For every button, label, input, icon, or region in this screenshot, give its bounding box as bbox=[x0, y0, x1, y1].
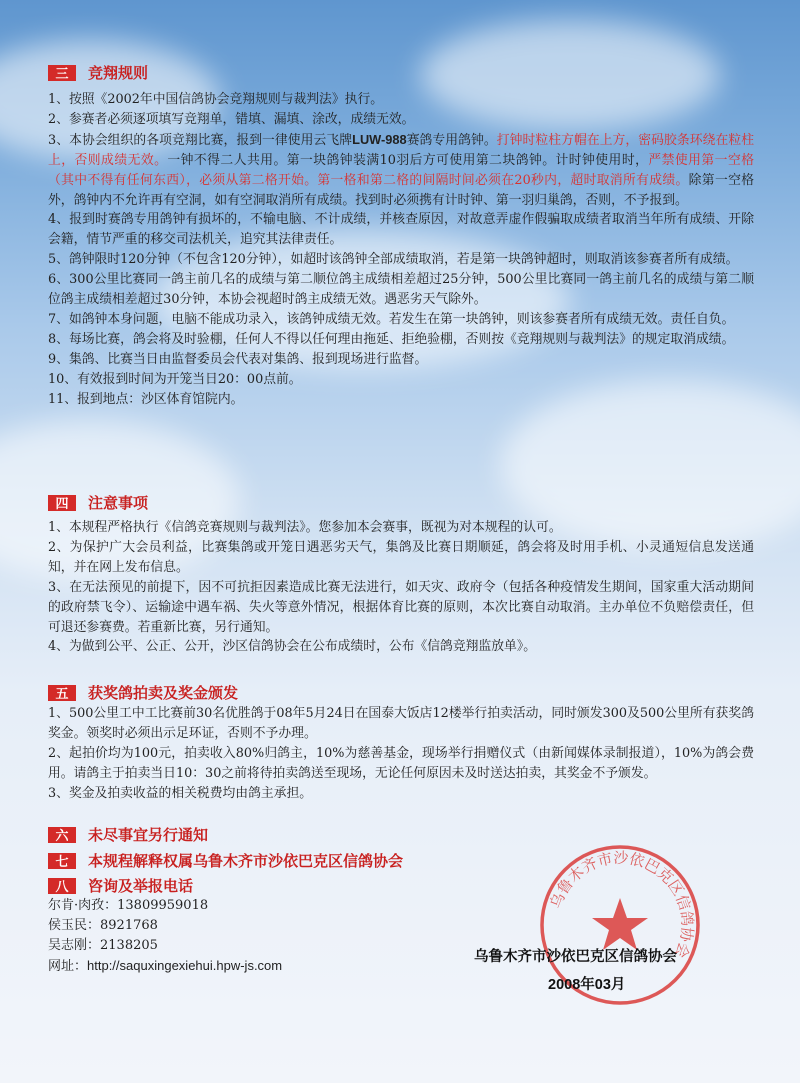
section-5-heading bbox=[48, 682, 238, 703]
section-5-title: 获奖鸽拍卖及奖金颁发 bbox=[88, 685, 239, 702]
section-7-title: 本规程解释权属乌鲁木齐市沙依巴克区信鸽协会 bbox=[88, 853, 404, 870]
section-6-title: 未尽事宜另行通知 bbox=[88, 827, 209, 844]
contact-3: 吴志刚：2138205 bbox=[48, 938, 158, 953]
section-4-heading bbox=[48, 492, 148, 513]
section-4-number: 四 bbox=[48, 495, 76, 511]
section-7-number: 七 bbox=[48, 853, 76, 869]
auction-1: 1、500公里工中工比赛前30名优胜鸽于08年5月24日在国泰大饭店12楼举行拍卖活动，同时颁发300及500公里所有获奖鸽奖金。领奖时必须出示足环证，否则不予办理。 bbox=[48, 706, 754, 741]
section-3-number: 三 bbox=[48, 65, 76, 81]
contact-2: 侯玉民：8921768 bbox=[48, 918, 158, 933]
auction-3: 3、奖金及拍卖收益的相关税费均由鸽主承担。 bbox=[48, 785, 313, 801]
rule-6: 6、300公里比赛同一鸽主前几名的成绩与第二顺位鸽主成绩相差超过25分钟，500公里比赛同一鸽主前几名的成绩与第二顺位鸽主成绩相差超过30分钟，本协会视超时鸽主成绩无效。遇恶劣天气除外。 bbox=[48, 272, 754, 308]
rule-3-warning-1: 打钟时粒柱方帽在上方，密码胶条环绕在粒柱上，否则成绩无效。 bbox=[48, 132, 755, 168]
rule-3-warning-2: 严禁使用第一空格（其中不得有任何东西），必须从第二格开始。第一格和第二格的间隔时间必须在20秒内，超时取消所有成绩。 bbox=[48, 152, 755, 188]
auction-2: 2、起拍价均为100元，拍卖收入80%归鸽主，10%为慈善基金，现场举行捐赠仪式（由新闻媒体录制报道），10%为鸽会费用。请鸽主于拍卖当日10：30之前将待拍卖鸽送至现场，无论任何原因未及时送达拍卖，其奖金不予颁发。 bbox=[48, 745, 754, 781]
rule-3: 3、本协会组织的各项竞翔比赛，报到一律使用云飞牌LUW-988赛鸽专用鸽钟。打钟时粒柱方帽在上方，密码胶条环绕在粒柱上，否则成绩无效。一钟不得二人共用。第一块鸽钟装满10羽后方可使用第二块鸽钟。计时钟使用时，严禁使用第一空格（其中不得有任何东西），必须从第二格开始。第一格和第二格的间隔时间必须在20秒内，超时取消所有成绩。除第一空格外，鸽钟内不允许再有空洞，如有空洞取消所有成绩。找到时必须携有计时钟、第一羽归巢鸽，否则，不予报到。 bbox=[48, 131, 755, 208]
section-8-heading bbox=[48, 875, 193, 896]
auction-text bbox=[48, 704, 754, 804]
rule-4: 4、报到时赛鸽专用鸽钟有损坏的，不输电脑、不计成绩，并核查原因，对故意弄虚作假骗取成绩者取消当年所有成绩、开除会籍，情节严重的移交司法机关，追究其法律责任。 bbox=[48, 212, 754, 248]
rule-10: 10、有效报到时间为开笼当日20：00点前。 bbox=[48, 371, 302, 387]
section-3-title: 竞翔规则 bbox=[88, 65, 149, 82]
rule-2: 2、参赛者必须逐项填写竞翔单，错填、漏填、涂改，成绩无效。 bbox=[48, 111, 415, 127]
section-6-number: 六 bbox=[48, 827, 76, 843]
issue-date: 2008年03月 bbox=[548, 977, 626, 993]
rule-8: 8、每场比赛，鸽会将及时验棚，任何人不得以任何理由拖延、拒绝验棚，否则按《竞翔规则与裁判法》的规定取消成绩。 bbox=[48, 331, 735, 347]
notes-text bbox=[48, 518, 754, 657]
section-7-heading bbox=[48, 850, 403, 871]
contact-1: 尔肯·肉孜：13809959018 bbox=[48, 898, 209, 913]
note-2: 2、为保护广大会员利益，比赛集鸽或开笼日遇恶劣天气，集鸽及比赛日期顺延，鸽会将及时用手机、小灵通短信息发送通知，并在网上发布信息。 bbox=[48, 539, 754, 575]
section-5-number: 五 bbox=[48, 685, 76, 701]
website: 网址：http://saquxingexiehui.hpw-js.com bbox=[48, 958, 283, 974]
rule-9: 9、集鸽、比赛当日由监督委员会代表对集鸽、报到现场进行监督。 bbox=[48, 351, 428, 367]
section-8-number: 八 bbox=[48, 878, 76, 894]
section-8-title: 咨询及举报电话 bbox=[88, 878, 194, 895]
rule-7: 7、如鸽钟本身问题，电脑不能成功录入，该鸽钟成绩无效。若发生在第一块鸽钟，则该参赛者所有成绩无效。责任自负。 bbox=[48, 311, 735, 327]
rule-1: 1、按照《2002年中国信鸽协会竞翔规则与裁判法》执行。 bbox=[48, 92, 384, 107]
section-3-heading bbox=[48, 62, 148, 83]
section-6-heading bbox=[48, 824, 208, 845]
note-3: 3、在无法预见的前提下，因不可抗拒因素造成比赛无法进行，如天灾、政府令（包括各种疫情发生期间，国家重大活动期间的政府禁飞令）、运输途中遇车祸、失火等意外情况，根据体育比赛的原则，本次比赛自动取消。主办单位不负赔偿责任，但可退还参赛费。若重新比赛，另行通知。 bbox=[48, 579, 754, 635]
rule-5: 5、鸽钟限时120分钟（不包含120分钟），如超时该鸽钟全部成绩取消，若是第一块鸽钟超时，则取消该参赛者所有成绩。 bbox=[48, 252, 739, 268]
rules-text bbox=[48, 90, 754, 410]
contact-list bbox=[48, 896, 282, 977]
seal-star-icon bbox=[592, 898, 648, 950]
rule-11: 11、报到地点：沙区体育馆院内。 bbox=[48, 391, 244, 407]
note-1: 1、本规程严格执行《信鸽竞赛规则与裁判法》。您参加本会赛事，既视为对本规程的认可。 bbox=[48, 520, 562, 535]
section-4-title: 注意事项 bbox=[88, 495, 149, 512]
note-4: 4、为做到公平、公正、公开，沙区信鸽协会在公布成绩时，公布《信鸽竞翔监放单》。 bbox=[48, 639, 537, 655]
website-link[interactable]: http://saquxingexiehui.hpw-js.com bbox=[87, 958, 283, 973]
seal-ring-text: 乌鲁木齐市沙依巴克区信鸽协会 bbox=[546, 848, 697, 961]
organization-signature: 乌鲁木齐市沙依巴克区信鸽协会 bbox=[474, 949, 677, 965]
